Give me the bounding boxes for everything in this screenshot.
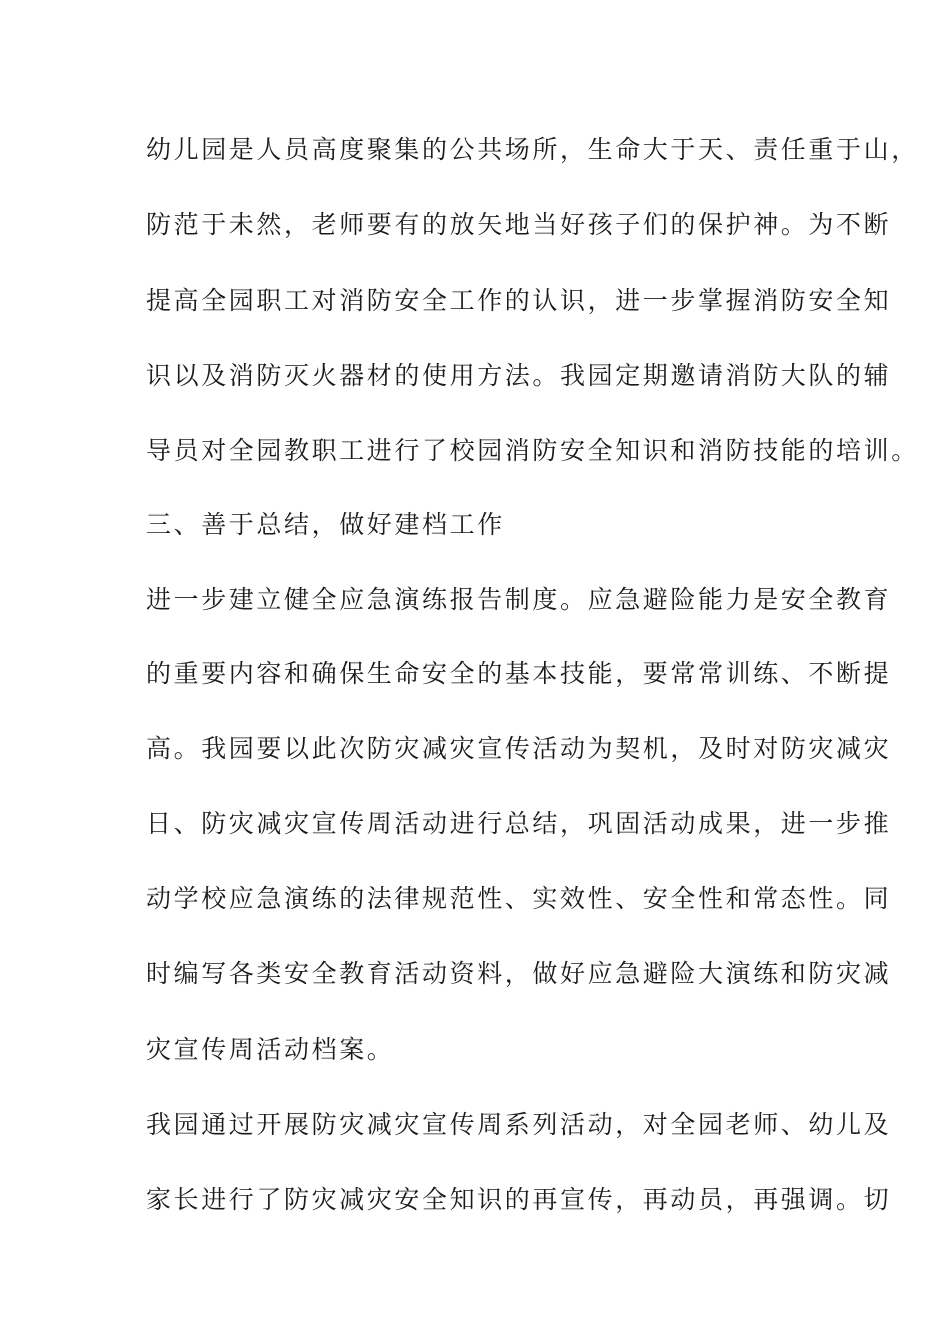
paragraph-line: 我园通过开展防灾减灾宣传周系列活动，对全园老师、幼儿及: [146, 1110, 892, 1139]
paragraph-line: 日、防灾减灾宣传周活动进行总结，巩固活动成果，进一步推: [146, 809, 892, 838]
paragraph-line: 导员对全园教职工进行了校园消防安全知识和消防技能的培训。: [146, 436, 919, 465]
section-heading: 三、善于总结，做好建档工作: [146, 510, 505, 539]
paragraph-line: 高。我园要以此次防灾减灾宣传活动为契机，及时对防灾减灾: [146, 734, 892, 763]
paragraph-line: 时编写各类安全教育活动资料，做好应急避险大演练和防灾减: [146, 959, 892, 988]
paragraph-line: 识以及消防灭火器材的使用方法。我园定期邀请消防大队的辅: [146, 361, 892, 390]
paragraph-line: 幼儿园是人员高度聚集的公共场所，生命大于天、责任重于山，: [146, 135, 919, 164]
paragraph-line: 进一步建立健全应急演练报告制度。应急避险能力是安全教育: [146, 585, 892, 614]
paragraph-line: 的重要内容和确保生命安全的基本技能，要常常训练、不断提: [146, 659, 892, 688]
paragraph-line: 防范于未然，老师要有的放矢地当好孩子们的保护神。为不断: [146, 210, 892, 239]
paragraph-line: 提高全园职工对消防安全工作的认识，进一步掌握消防安全知: [146, 286, 892, 315]
paragraph-line: 灾宣传周活动档案。: [146, 1035, 395, 1064]
paragraph-line: 家长进行了防灾减灾安全知识的再宣传，再动员，再强调。切: [146, 1185, 892, 1214]
paragraph-line: 动学校应急演练的法律规范性、实效性、安全性和常态性。同: [146, 884, 892, 913]
